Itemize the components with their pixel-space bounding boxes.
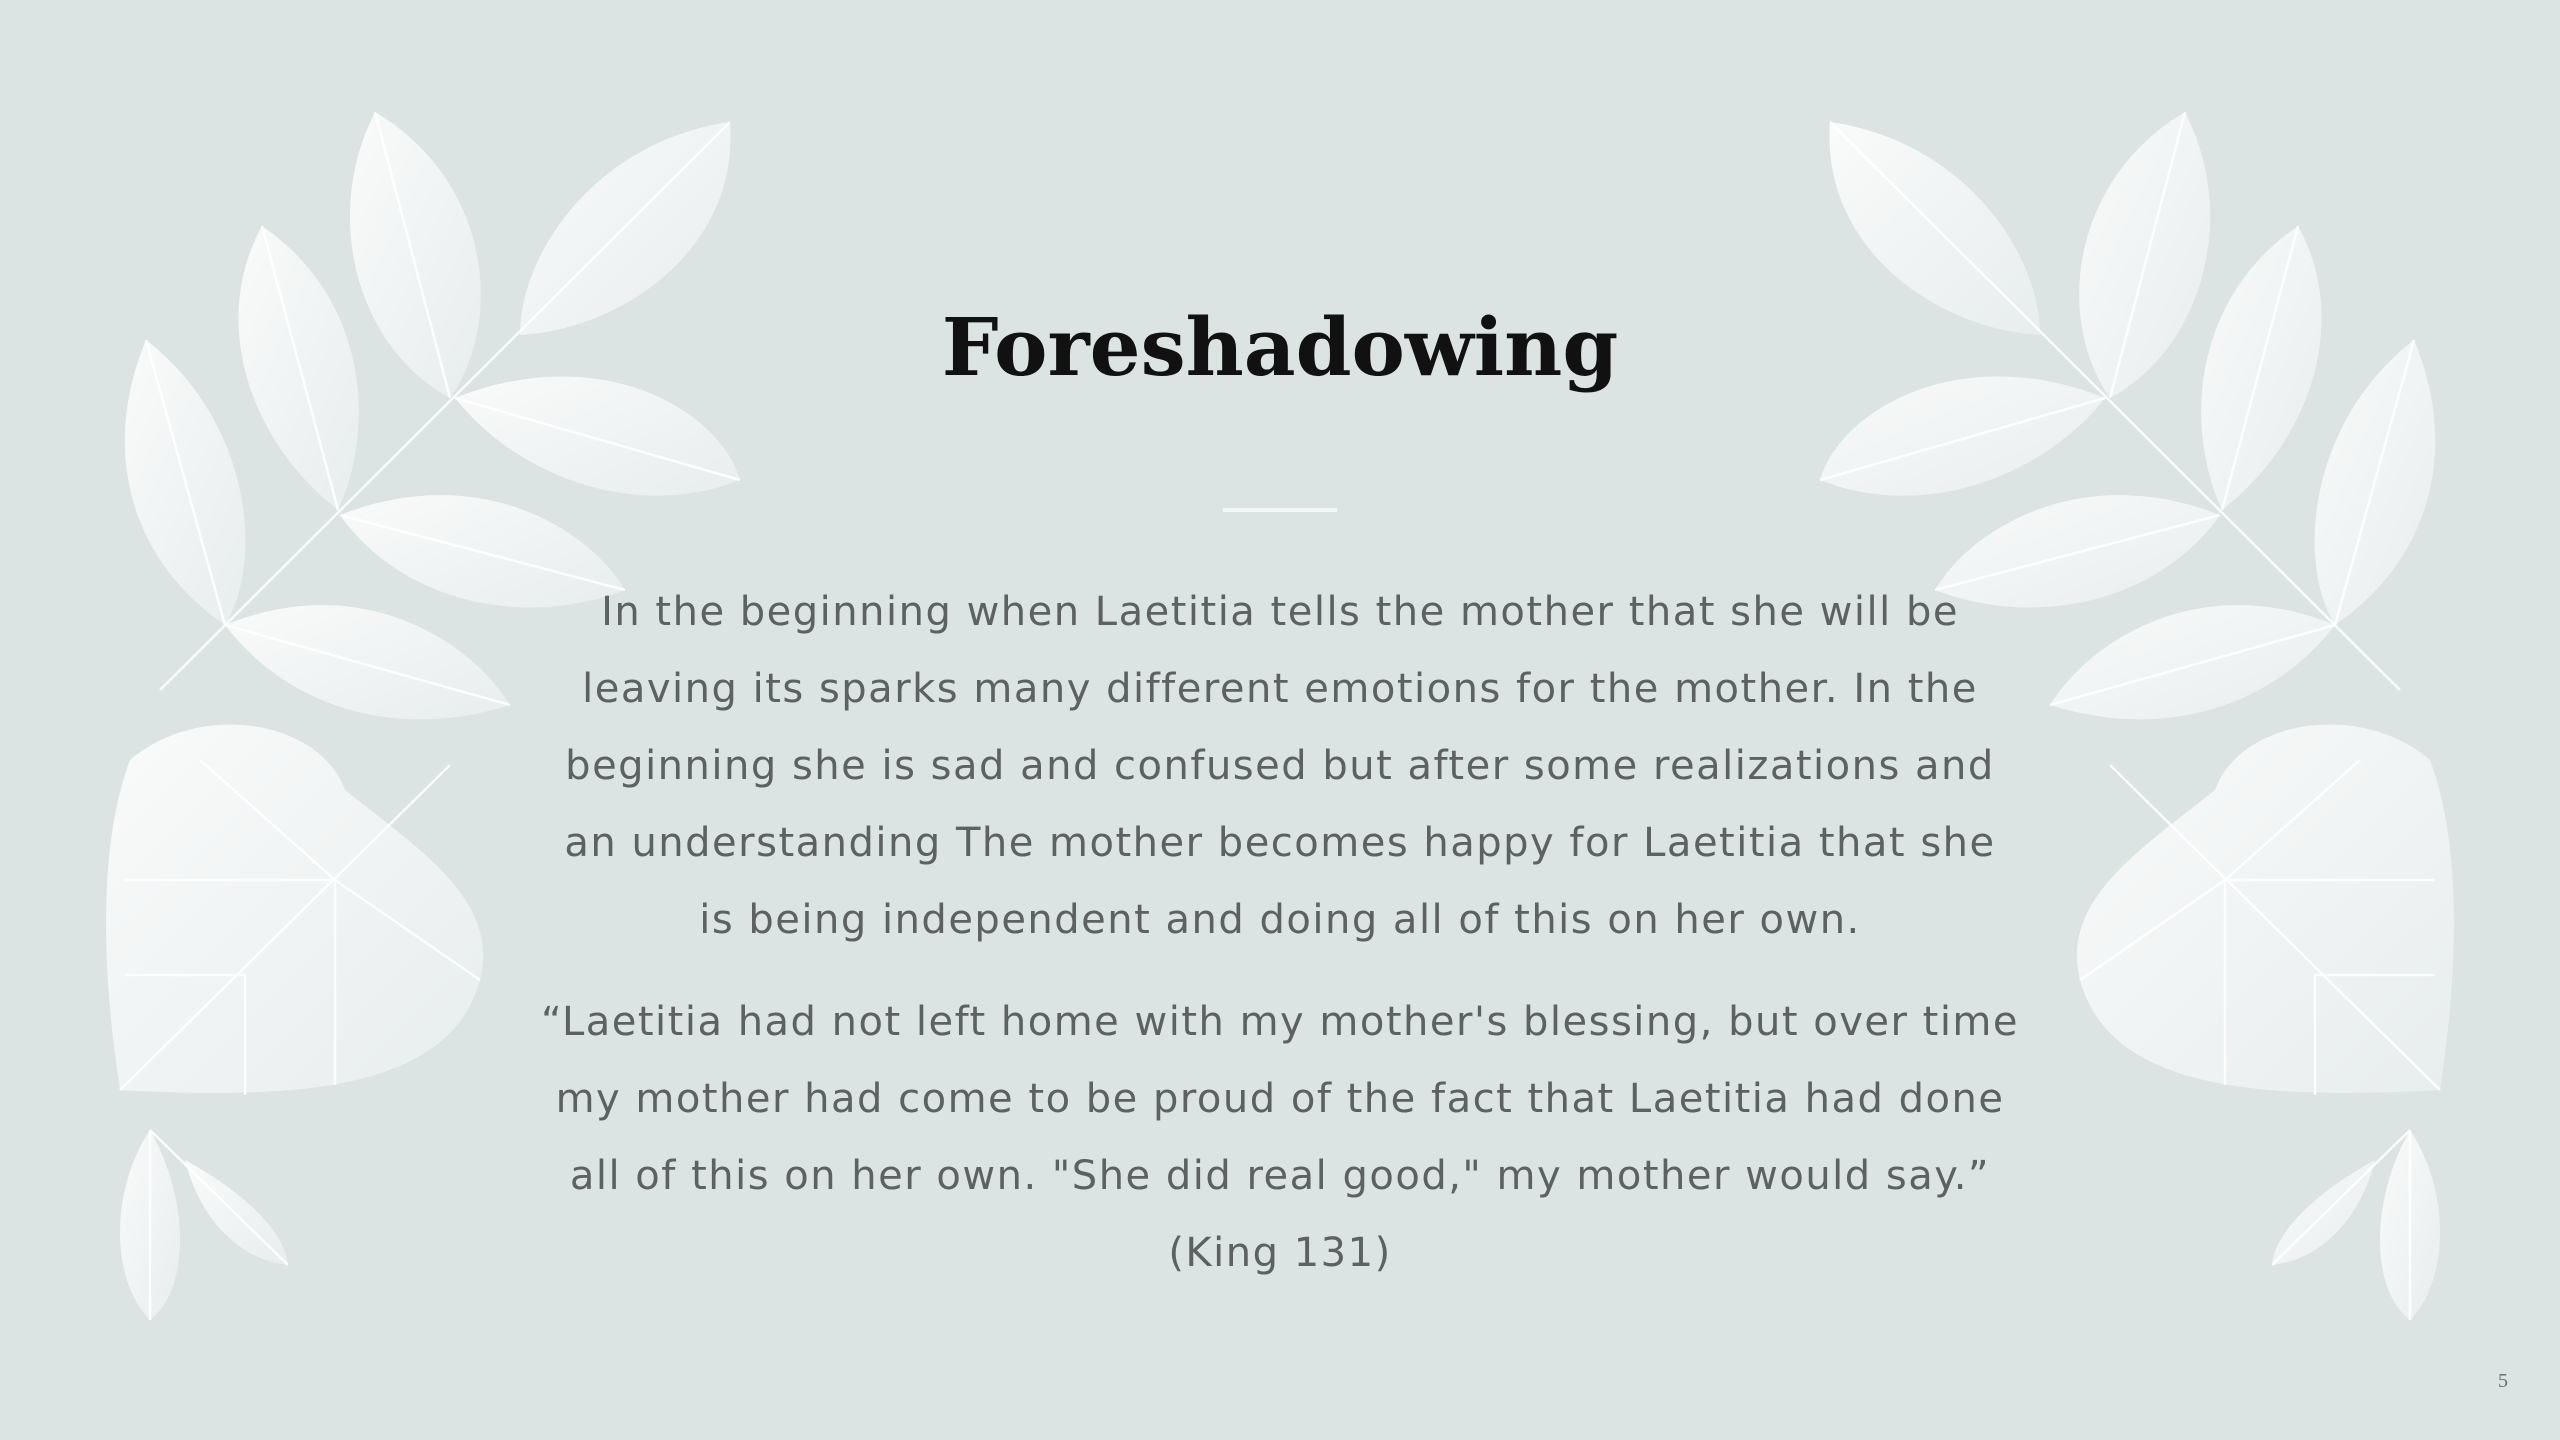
title-divider xyxy=(1223,508,1337,512)
slide-title: Foreshadowing xyxy=(941,300,1619,394)
page-number: 5 xyxy=(2498,1370,2508,1392)
body-paragraph-summary: In the beginning when Laetitia tells the mother that she will be leaving its sparks many different emotions for the mother. In the beginning she is sad and confused but after some realizations and an understanding The mother becomes happy for Laetitia that she is being independent and doing all of this on her own. xyxy=(564,589,1996,943)
body-paragraph-quote: “Laetitia had not left home with my mother's blessing, but over time my mother had come to be proud of the fact that Laetitia had done all of this on her own. "She did real good," my mother would say.” (King 131) xyxy=(540,999,2020,1276)
slide-body xyxy=(540,574,2020,1317)
